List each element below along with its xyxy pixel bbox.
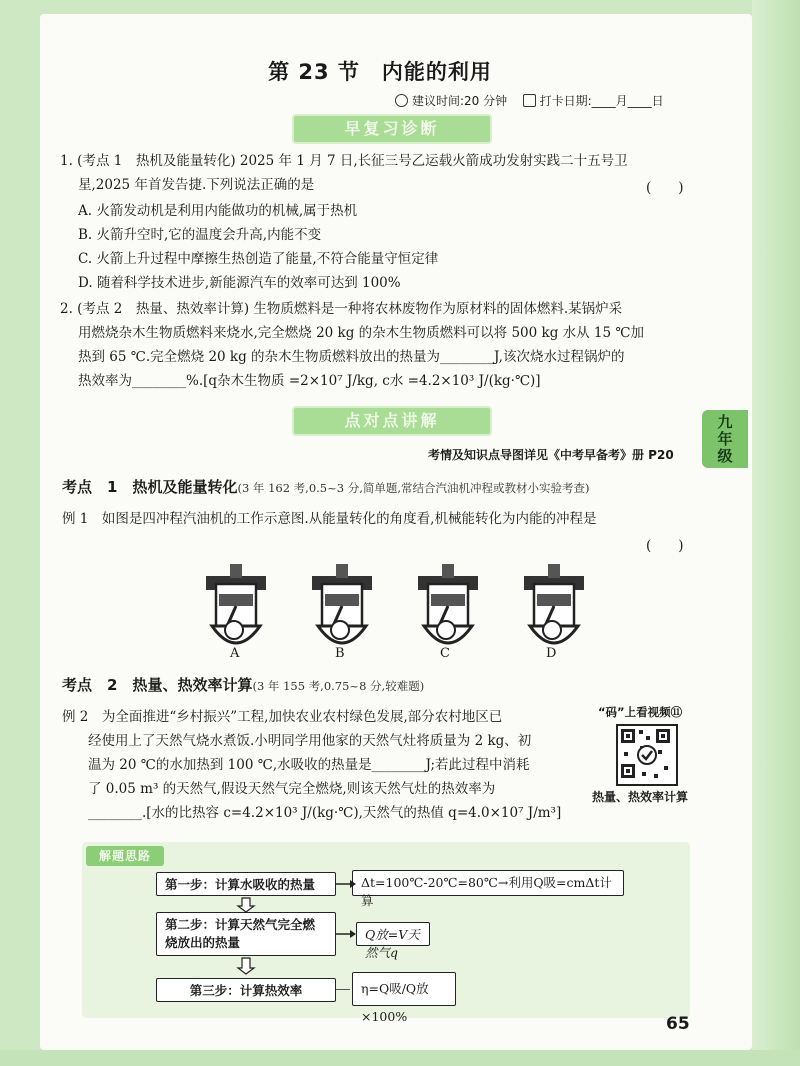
ex2-line3: 温为 20 ℃的水加热到 100 ℃,水吸收的热量是________J;若此过程中消耗 xyxy=(88,757,530,773)
qr-subtitle: 热量、热效率计算 xyxy=(592,790,689,804)
q1-option-d: D. 随着科学技术进步,新能源汽车的效率可达到 100% xyxy=(78,275,401,291)
ex2-line2: 经使用上了天然气烧水煮饭.小明同学用他家的天然气灶将质量为 2 kg、初 xyxy=(88,733,532,749)
banner-review: 早复习诊断 xyxy=(294,116,490,142)
q2-line3: 热到 65 ℃.完全燃烧 20 kg 的杂木生物质燃料放出的热量为________J,该次烧水过程锅炉的 xyxy=(78,349,625,365)
checkin-date: 打卡日期:____月____日 xyxy=(539,94,664,108)
engine-d xyxy=(524,564,584,643)
qr-pattern-icon xyxy=(618,726,676,784)
arrow-down-2 xyxy=(238,958,254,974)
q2-line2: 用燃烧杂木生物质燃料来烧水,完全燃烧 20 kg 的杂木生物质燃料可以将 500 kg 水从 15 ℃加 xyxy=(78,325,644,341)
engine-label-c: C xyxy=(440,646,450,661)
qr-title: “码”上看视频⑪ xyxy=(598,705,683,719)
arrow-down-1 xyxy=(238,898,254,912)
step1-formula: Δt=100℃-20℃=80℃→利用Q吸=cmΔt计算 xyxy=(352,870,624,896)
arrow-head-1 xyxy=(350,880,356,888)
ex1-answer-paren[interactable]: ( ) xyxy=(646,538,684,554)
engine-label-d: D xyxy=(546,646,557,661)
ex2-line5: ________.[水的比热容 c=4.2×10³ J/(kg·℃),天然气的热值 q=4.0×10⁷ J/m³] xyxy=(88,805,562,821)
ex1-text: 例 1 如图是四冲程汽油机的工作示意图.从能量转化的角度看,机械能转化为内能的冲程是 xyxy=(62,511,597,527)
kp1-note: (3 年 162 考,0.5~3 分,简单题,常结合汽油机冲程或教材小实验考查) xyxy=(237,481,590,495)
q1-line1: 1. (考点 1 热机及能量转化) 2025 年 1 月 7 日,长征三号乙运载火箭成功发射实践二十五号卫 xyxy=(60,153,628,169)
page-number: 65 xyxy=(666,1014,690,1034)
ex2-line4: 了 0.05 m³ 的天然气,假设天然气完全燃烧,则该天然气灶的热效率为 xyxy=(88,781,496,797)
kp2-note: (3 年 155 考,0.75~8 分,较难题) xyxy=(252,679,425,693)
step3-box: 第三步：计算热效率 xyxy=(156,978,336,1002)
engine-label-b: B xyxy=(335,646,345,661)
section-title: 第 23 节 内能的利用 xyxy=(268,60,492,84)
q2-line1: 2. (考点 2 热量、热效率计算) 生物质燃料是一种将农林废物作为原材料的固体燃料.某锅炉采 xyxy=(60,301,623,317)
clock-icon xyxy=(395,94,408,107)
solution-tag: 解题思路 xyxy=(86,846,164,866)
q1-line2: 星,2025 年首发告捷.下列说法正确的是 xyxy=(78,177,315,193)
step2-formula: Q放=V天然气q xyxy=(356,922,430,946)
kp1-heading xyxy=(62,476,590,497)
bottom-margin-strip xyxy=(0,1050,800,1066)
engine-b xyxy=(312,564,372,643)
q2-line4: 热效率为________%.[q杂木生物质 =2×10⁷ J/kg, c水 =4.2×10³ J/(kg·℃)] xyxy=(78,373,541,389)
meta-row xyxy=(395,92,668,109)
step2-box: 第二步：计算天然气完全燃烧放出的热量 xyxy=(156,912,336,956)
kp1-title: 考点 1 热机及能量转化 xyxy=(62,478,238,496)
right-margin-strip xyxy=(752,0,800,1066)
banner-explain: 点对点讲解 xyxy=(294,408,490,434)
q1-option-a: A. 火箭发动机是利用内能做功的机械,属于热机 xyxy=(78,203,358,219)
arrow-head-2 xyxy=(350,930,356,938)
qr-code[interactable] xyxy=(616,724,678,786)
q1-option-b: B. 火箭升空时,它的温度会升高,内能不变 xyxy=(78,227,322,243)
engine-label-a: A xyxy=(230,646,240,661)
suggested-time: 建议时间:20 分钟 xyxy=(412,94,508,108)
engine-diagrams xyxy=(190,560,590,670)
step3-formula: η=Q吸/Q放×100% xyxy=(352,972,456,1006)
q1-answer-paren[interactable]: ( ) xyxy=(646,180,684,196)
engine-c xyxy=(418,564,478,643)
ex2-line1: 例 2 为全面推进“乡村振兴”工程,加快农业农村绿色发展,部分农村地区已 xyxy=(62,709,503,725)
reference-note: 考情及知识点导图详见《中考早备考》册 P20 xyxy=(428,448,674,462)
kp2-heading xyxy=(62,674,424,695)
q1-option-c: C. 火箭上升过程中摩擦生热创造了能量,不符合能量守恒定律 xyxy=(78,251,439,267)
engine-a xyxy=(206,564,266,643)
calendar-icon xyxy=(523,94,536,107)
step1-box: 第一步：计算水吸收的热量 xyxy=(156,872,336,896)
flow-arrows xyxy=(150,860,370,990)
kp2-title: 考点 2 热量、热效率计算 xyxy=(62,676,253,694)
grade-tab[interactable]: 九 年 级 xyxy=(702,410,748,468)
